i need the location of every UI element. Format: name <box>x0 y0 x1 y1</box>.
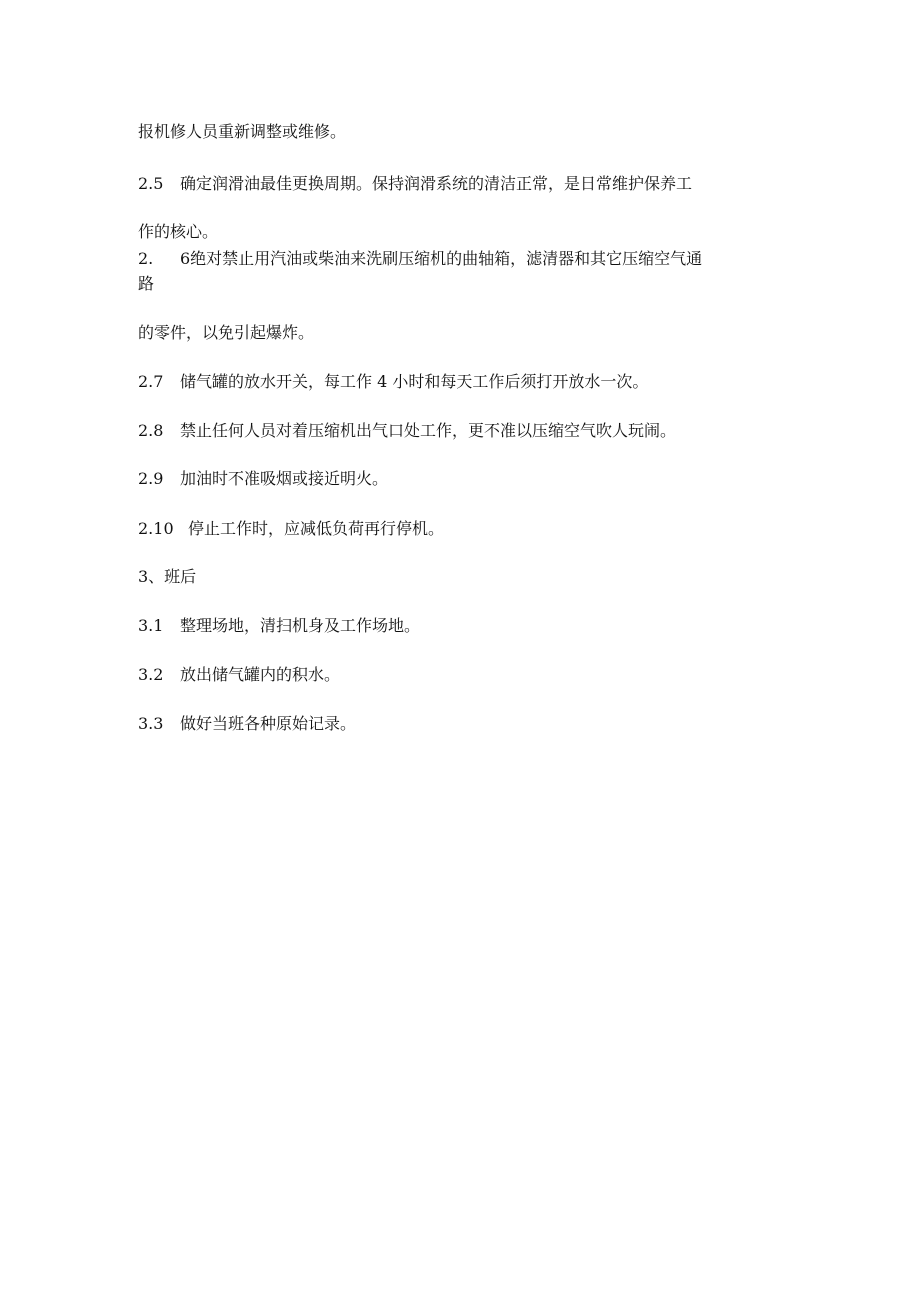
item-number: 2.10 <box>138 519 174 538</box>
paragraph-line <box>138 222 218 242</box>
item-number: 2.7 <box>138 372 164 391</box>
item-text: 6绝对禁止用汽油或柴油来洗刷压缩机的曲轴箱，滤清器和其它压缩空气通 <box>180 249 703 268</box>
list-item-2-10 <box>138 519 444 539</box>
item-text: 禁止任何人员对着压缩机出气口处工作，更不准以压缩空气吹人玩闹。 <box>180 421 677 440</box>
item-text: 整理场地，清扫机身及工作场地。 <box>180 616 421 635</box>
line-text: 的零件，以免引起爆炸。 <box>138 323 315 342</box>
line-text: 作的核心。 <box>138 222 219 241</box>
item-number: 2.5 <box>138 174 164 193</box>
list-item-2-8 <box>138 421 676 441</box>
list-item-3-1 <box>138 616 420 636</box>
item-text: 放出储气罐内的积水。 <box>180 665 341 684</box>
item-number: 3.3 <box>138 714 164 733</box>
item-number: 2.9 <box>138 469 164 488</box>
list-item-2-7 <box>138 372 648 392</box>
section-heading-text: 3、班后 <box>138 567 197 586</box>
item-number: 3.2 <box>138 665 164 684</box>
list-item-2-5 <box>138 174 692 194</box>
paragraph-line <box>138 323 314 343</box>
item-text: 储气罐的放水开关，每工作 4 小时和每天工作后须打开放水一次。 <box>180 372 649 391</box>
list-item-2-9 <box>138 469 388 489</box>
paragraph-line <box>138 274 154 294</box>
item-text: 停止工作时，应减低负荷再行停机。 <box>188 519 445 538</box>
list-item-3-3 <box>138 714 356 734</box>
item-text: 加油时不准吸烟或接近明火。 <box>180 469 389 488</box>
list-item-2-6 <box>138 249 702 269</box>
line-text: 路 <box>138 274 155 293</box>
list-item-3-2 <box>138 665 340 685</box>
item-number: 2.8 <box>138 421 164 440</box>
paragraph-line <box>138 122 346 142</box>
item-number: 3.1 <box>138 616 164 635</box>
item-text: 确定润滑油最佳更换周期。保持润滑系统的清洁正常，是日常维护保养工 <box>180 174 693 193</box>
section-heading <box>138 567 196 587</box>
item-text: 做好当班各种原始记录。 <box>180 714 357 733</box>
item-number: 2. <box>138 249 154 268</box>
line-text: 报机修人员重新调整或维修。 <box>138 122 347 141</box>
